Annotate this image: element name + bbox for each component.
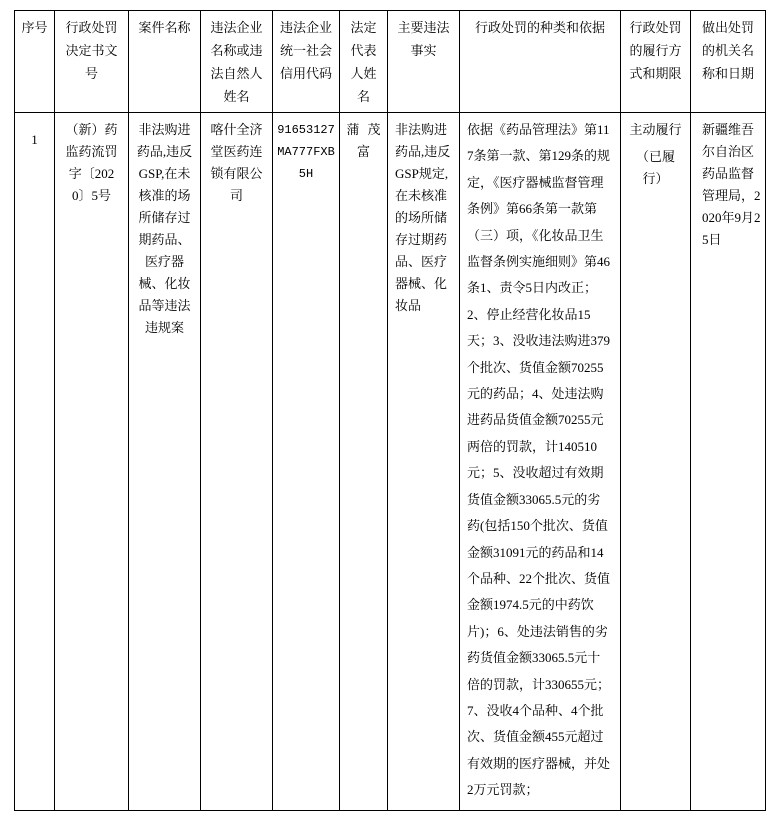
cell-penalty-line: 个品种、22个批次、货值: [467, 570, 611, 586]
header-legal-rep-line: 名: [356, 89, 370, 104]
cell-decision-no-line: 字〔202: [68, 166, 115, 181]
header-execution-line: 式和期限: [629, 66, 682, 81]
cell-case-name-line: 械、化妆: [138, 276, 191, 291]
cell-facts-line: 品、医疗: [395, 254, 448, 269]
cell-seq-line: 1: [31, 132, 38, 147]
cell-penalty-line: 有效期的医疗器械，并处: [467, 755, 611, 771]
cell-authority-date-line: 尔自治区: [702, 144, 755, 159]
cell-seq: [15, 113, 55, 811]
cell-legal-rep-line: 蒲茂: [346, 122, 381, 137]
cell-penalty-line: 元的药品；4、处违法购: [467, 386, 604, 402]
cell-penalty-line: 天；3、没收违法购进379: [467, 333, 611, 349]
cell-execution-line: 行）: [642, 171, 669, 186]
cell-case-name-line: 医疗器: [144, 254, 184, 269]
header-decision-no: [55, 11, 129, 113]
cell-facts-line: 的场所储: [395, 210, 448, 225]
cell-credit-code-line: MA777FXB: [277, 145, 335, 159]
cell-violator: [201, 113, 273, 811]
cell-penalty-line: 依据《药品管理法》第11: [467, 122, 610, 137]
cell-facts-line: 在未核准: [395, 188, 448, 203]
cell-penalty-line: 片)；6、处违法销售的劣: [467, 623, 608, 639]
header-legal-rep-line: 代表: [350, 43, 377, 58]
header-legal-rep: [340, 11, 388, 113]
cell-facts-line: 器械、化: [395, 276, 448, 291]
cell-facts-line: 非法购进: [395, 122, 448, 137]
cell-decision-no-line: 监药流罚: [65, 144, 118, 159]
header-case-name-line: 案件名称: [138, 20, 191, 35]
header-credit-code-line: 信用代码: [279, 66, 332, 81]
cell-facts-line: 妆品: [395, 298, 422, 313]
header-authority-date-line: 做出处罚: [701, 20, 754, 35]
cell-penalty: [460, 113, 621, 811]
cell-penalty-line: 定，《医疗器械监督管理: [467, 174, 604, 190]
header-authority-date: [691, 11, 766, 113]
header-facts-line: 事实: [410, 43, 437, 58]
header-credit-code: [273, 11, 340, 113]
header-seq-line: 序号: [21, 20, 48, 35]
cell-violator-line: 堂医药连: [210, 144, 263, 159]
cell-penalty-line: 倍的罚款，计330655元；: [467, 676, 611, 692]
header-facts: [388, 11, 460, 113]
header-credit-code-line: 违法企业: [279, 20, 332, 35]
cell-penalty-line: 2万元罚款；: [467, 782, 539, 798]
cell-execution: [621, 113, 691, 811]
header-violator-line: 姓名: [223, 89, 250, 104]
header-credit-code-line: 统一社会: [279, 43, 332, 58]
cell-case-name-line: 违规案: [144, 320, 184, 335]
cell-credit-code: [273, 113, 340, 811]
cell-penalty-line: 2、停止经营化妆品15: [467, 306, 591, 322]
cell-case-name: [129, 113, 201, 811]
cell-execution-line: 主动履行: [629, 122, 682, 137]
cell-facts: [388, 113, 460, 811]
cell-penalty-line: 元；5、没收超过有效期: [467, 465, 604, 481]
cell-penalty-line: 金额31091元的药品和14: [467, 544, 604, 560]
header-violator-line: 法自然人: [210, 66, 263, 81]
header-violator: [201, 11, 273, 113]
cell-penalty-line: 个批次、货值金额70255: [467, 359, 604, 375]
header-execution-line: 的履行方: [629, 43, 682, 58]
cell-penalty-line: （三）项，《化妆品卫生: [467, 227, 604, 243]
cell-penalty-line: 监督条例实施细则》第46: [467, 254, 611, 270]
cell-case-name-line: 所储存过: [138, 210, 191, 225]
cell-case-name-line: 非法购进: [138, 122, 191, 137]
cell-decision-no-line: （新）药: [65, 122, 118, 137]
header-execution: [621, 11, 691, 113]
cell-case-name-line: GSP,在未: [138, 166, 191, 181]
penalty-table: [14, 10, 766, 811]
cell-decision-no: [55, 113, 129, 811]
cell-penalty-line: 货值金额33065.5元的劣: [467, 491, 601, 507]
cell-violator-line: 司: [229, 188, 243, 203]
header-case-name: [129, 11, 201, 113]
cell-penalty-line: 进药品货值金额70255元: [467, 412, 604, 428]
cell-legal-rep: [340, 113, 388, 811]
cell-authority-date-line: 5日: [702, 232, 722, 247]
header-violator-line: 违法企业: [210, 20, 263, 35]
header-authority-date-line: 的机关名: [701, 43, 754, 58]
header-execution-line: 行政处罚: [629, 20, 682, 35]
cell-penalty-line: 两倍的罚款，计140510: [467, 438, 598, 454]
cell-case-name-line: 品等违法: [138, 298, 191, 313]
header-legal-rep-line: 法定: [350, 20, 377, 35]
header-penalty-line: 行政处罚的种类和依据: [474, 20, 605, 35]
cell-authority-date: [691, 113, 766, 811]
cell-authority-date-line: 020年9月2: [702, 210, 761, 225]
cell-penalty-line: 药货值金额33065.5元十: [467, 650, 601, 666]
cell-violator-line: 喀什全济: [210, 122, 263, 137]
cell-facts-line: GSP规定,: [395, 166, 449, 181]
cell-penalty-line: 次、货值金额455元超过: [467, 729, 604, 745]
header-penalty: [460, 11, 621, 113]
cell-penalty-line: 条例》第66条第一款第: [467, 201, 598, 217]
cell-penalty-line: 7条第一款、第129条的规: [467, 148, 611, 164]
cell-case-name-line: 药品,违反: [136, 144, 193, 159]
cell-facts-line: 药品,违反: [395, 144, 451, 159]
cell-decision-no-line: 0〕5号: [71, 188, 111, 203]
cell-authority-date-line: 新疆维吾: [702, 122, 755, 137]
cell-penalty-line: 药(包括150个批次、货值: [467, 518, 608, 534]
cell-penalty-line: 金额1974.5元的中药饮: [467, 597, 594, 613]
header-decision-no-line: 行政处罚: [65, 20, 118, 35]
header-decision-no-line: 号: [84, 66, 98, 81]
cell-violator-line: 锁有限公: [210, 166, 263, 181]
cell-authority-date-line: 管理局，2: [702, 188, 761, 203]
cell-penalty-line: 7、没收4个品种、4个批: [467, 702, 604, 718]
cell-penalty-line: 条1、责令5日内改正；: [467, 280, 598, 296]
header-legal-rep-line: 人姓: [350, 66, 377, 81]
cell-legal-rep-line: 富: [356, 144, 370, 159]
cell-credit-code-line: 5H: [298, 167, 314, 181]
cell-credit-code-line: 91653127: [277, 123, 335, 137]
cell-case-name-line: 核准的场: [138, 188, 191, 203]
cell-authority-date-line: 药品监督: [702, 166, 755, 181]
header-seq: [15, 11, 55, 113]
cell-case-name-line: 期药品、: [138, 232, 191, 247]
header-authority-date-line: 称和日期: [701, 66, 754, 81]
header-facts-line: 主要违法: [397, 20, 450, 35]
cell-facts-line: 存过期药: [395, 232, 448, 247]
cell-execution-line: （已履: [635, 149, 675, 164]
header-decision-no-line: 决定书文: [65, 43, 118, 58]
header-violator-line: 名称或违: [210, 43, 263, 58]
